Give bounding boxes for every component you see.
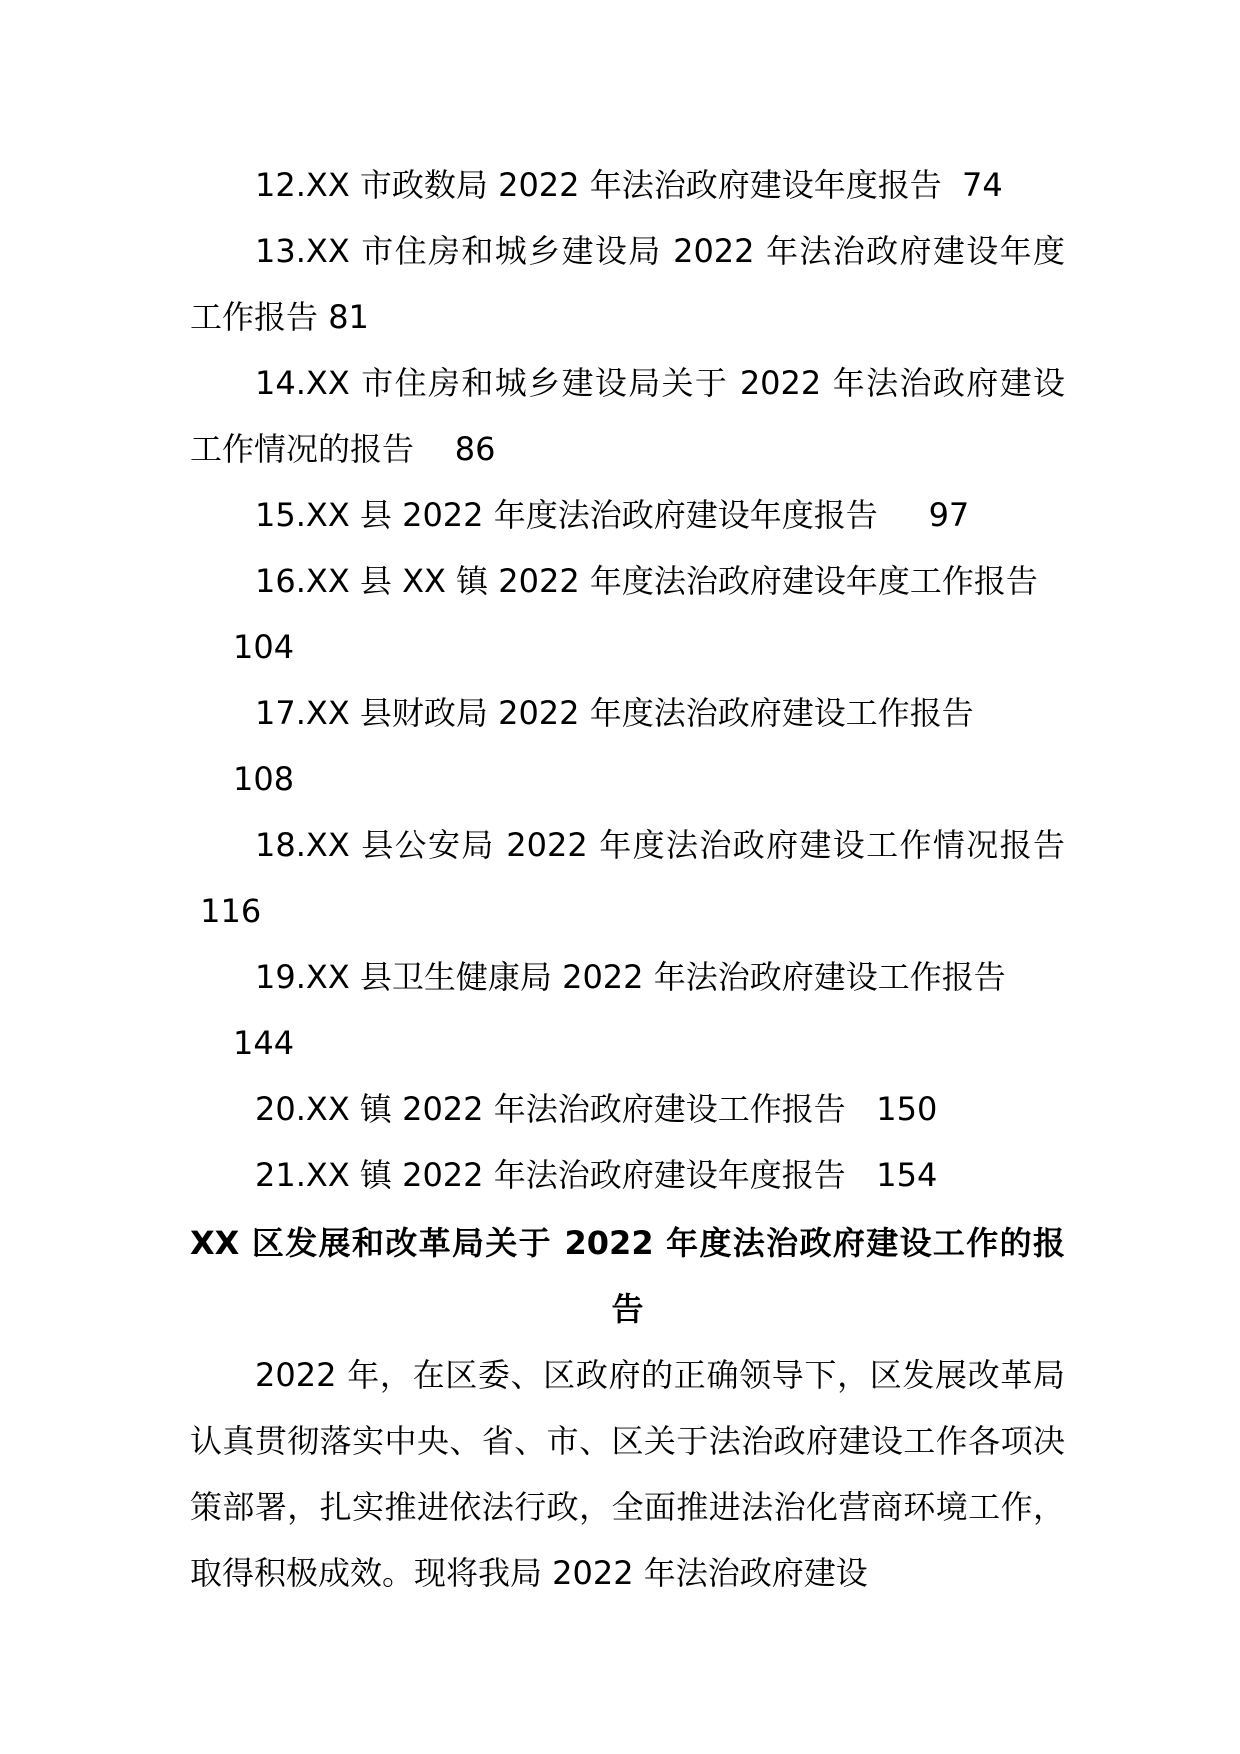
toc-entry-19[interactable] xyxy=(190,944,1065,1076)
toc-entry-page: 154 xyxy=(876,1156,938,1194)
toc-entry-page: 150 xyxy=(876,1090,938,1128)
body-paragraph: 2022 年，在区委、区政府的正确领导下，区发展改革局认真贯彻落实中央、省、市、区关于法治政府建设工作各项决策部署，扎实推进依法行政，全面推进法治化营商环境工作，取得积极成效。现将我局 2022 年法治政府建设 xyxy=(190,1356,1065,1592)
toc-entry-page: 81 xyxy=(328,298,369,336)
toc-entry-12[interactable] xyxy=(190,152,1065,218)
toc-entry-21[interactable] xyxy=(190,1142,1065,1208)
toc-entry-title: 21.XX 镇 2022 年法治政府建设年度报告 xyxy=(255,1156,846,1194)
toc-entry-title: 19.XX 县卫生健康局 2022 年法治政府建设工作报告 xyxy=(255,958,1006,996)
toc-entry-14[interactable] xyxy=(190,350,1065,482)
toc-entry-page: 104 xyxy=(233,628,295,666)
toc-entry-title: 16.XX 县 XX 镇 2022 年度法治政府建设年度工作报告 xyxy=(255,562,1038,600)
toc-entry-title: 20.XX 镇 2022 年法治政府建设工作报告 xyxy=(255,1090,846,1128)
toc-entry-page: 108 xyxy=(233,760,295,798)
toc-entry-page: 86 xyxy=(454,430,496,468)
toc-entry-15[interactable] xyxy=(190,482,1065,548)
toc-entry-title: 13.XX 市住房和城乡建设局 2022 年法治政府建设年度工作报告 xyxy=(190,232,1065,336)
toc-entry-title: 18.XX 县公安局 2022 年度法治政府建设工作情况报告 xyxy=(255,826,1065,864)
toc-entry-16[interactable] xyxy=(190,548,1065,680)
toc-entry-20[interactable] xyxy=(190,1076,1065,1142)
toc-entry-13[interactable] xyxy=(190,218,1065,350)
document-title: XX 区发展和改革局关于 2022 年度法治政府建设工作的报告 xyxy=(190,1224,1065,1328)
document-page xyxy=(190,152,1065,1606)
toc-entry-title: 14.XX 市住房和城乡建设局关于 2022 年法治政府建设工作情况的报告 xyxy=(190,364,1065,468)
toc-entry-page: 116 xyxy=(200,892,262,930)
toc-entry-title: 17.XX 县财政局 2022 年度法治政府建设工作报告 xyxy=(255,694,974,732)
toc-entry-page: 74 xyxy=(962,166,1003,204)
toc-entry-18[interactable] xyxy=(190,812,1065,944)
toc-entry-title: 15.XX 县 2022 年度法治政府建设年度报告 xyxy=(255,496,878,534)
toc-entry-page: 144 xyxy=(233,1024,295,1062)
toc-entry-page: 97 xyxy=(928,496,970,534)
toc-entry-17[interactable] xyxy=(190,680,1065,812)
toc-entry-title: 12.XX 市政数局 2022 年法治政府建设年度报告 xyxy=(255,166,942,204)
